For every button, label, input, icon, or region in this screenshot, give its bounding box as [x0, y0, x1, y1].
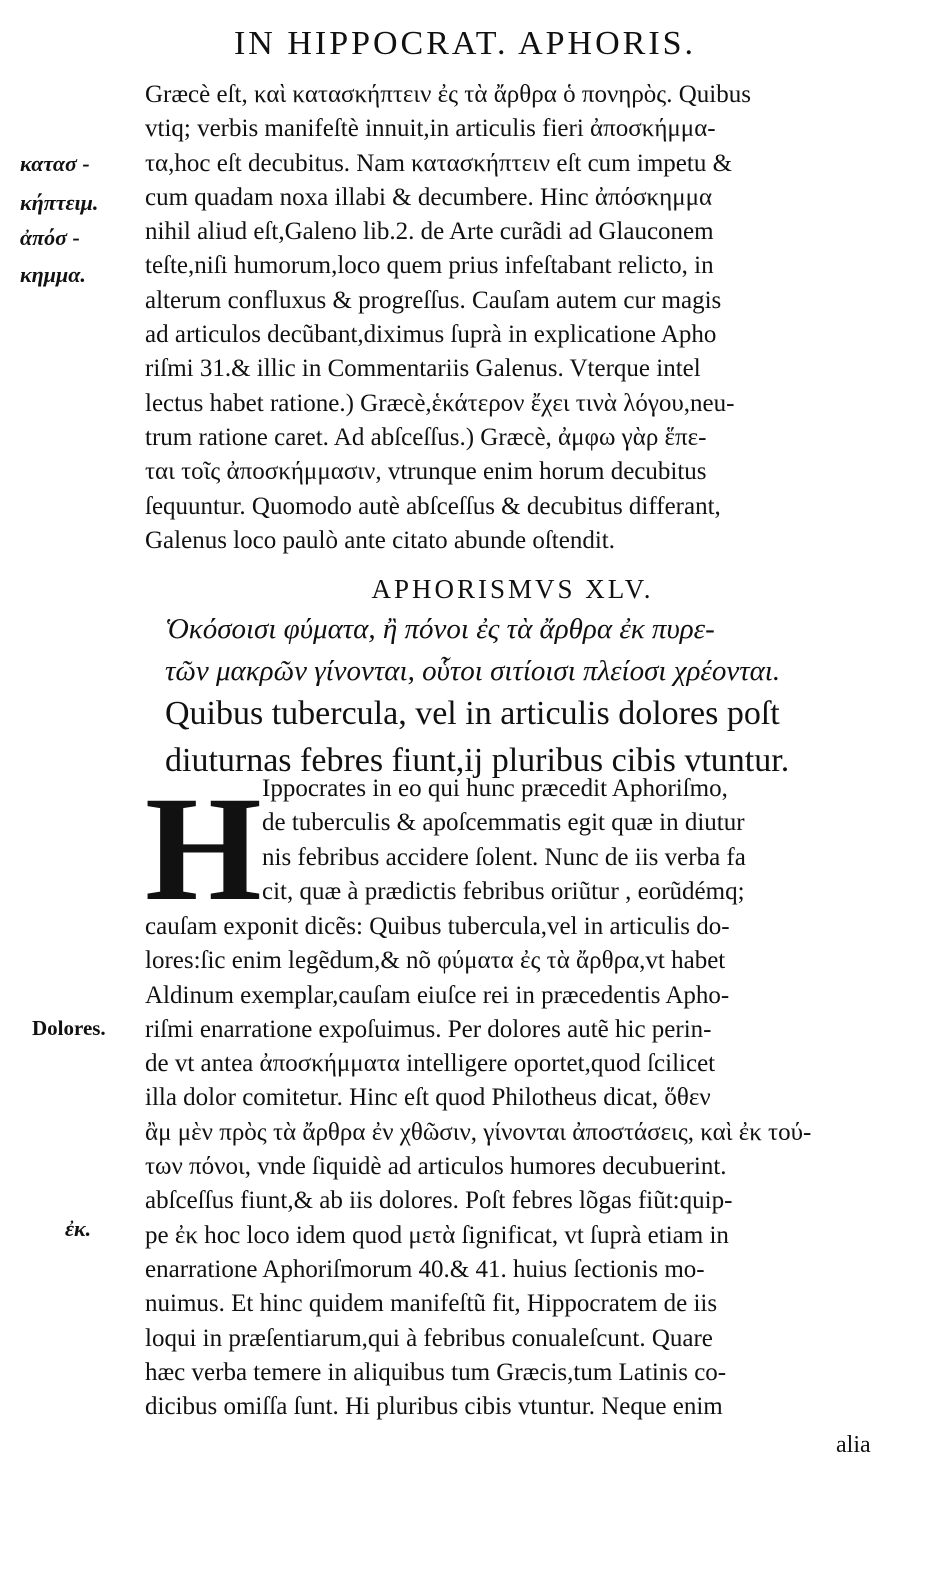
text-line: ται τοῖς ἀποσκήμμασιν, vtrunque enim horum decubitus — [145, 458, 707, 486]
text-line: Græcè eſt, καὶ κατασκήπτειν ἐς τὰ ἄρθρα ὁ πονηρὸς. Quibus — [145, 81, 751, 108]
text-line: nis febribus accidere ſolent. Nunc de iis verba fa — [262, 843, 746, 871]
text-line: teſte,niſi humorum,loco quem prius infeſtabant relicto, in — [145, 252, 714, 280]
margin-note-aposkemma-1: ἀπόσ - — [20, 225, 80, 250]
running-head: IN HIPPOCRAT. APHORIS. — [233, 25, 697, 62]
text-line: ἂμ μὲν πρὸς τὰ ἄρθρα ἐν χθῶσιν, γίνονται ἀποστάσεις, καὶ ἐκ τού- — [145, 1118, 812, 1146]
margin-note-dolores: Dolores. — [32, 1016, 106, 1040]
commentary-block-2 — [145, 910, 880, 1424]
text-line: ad articulos decũbant,diximus ſuprà in explicatione Apho — [145, 321, 717, 349]
latin-lemma-line: Quibus tubercula, vel in articulis dolores poſt — [165, 695, 780, 732]
text-line: riſmi 31.& illic in Commentariis Galenus. Vterque intel — [145, 355, 701, 383]
aphorism-title: APHORISMVS XLV. — [371, 574, 654, 604]
latin-lemma — [165, 690, 885, 784]
text-line: τα,hoc eſt decubitus. Nam κατασκήπτειν eſt cum impetu & — [145, 149, 733, 177]
text-line: riſmi enarratione expoſuimus. Per dolores autẽ hic perin- — [145, 1015, 712, 1043]
text-line: hæc verba temere in aliquibus tum Græcis,tum Latinis co- — [145, 1358, 727, 1386]
commentary-block-1 — [145, 78, 880, 558]
text-line: loqui in præſentiarum,qui à febribus conualeſcunt. Quare — [145, 1324, 713, 1352]
text-line: illa dolor comitetur. Hinc eſt quod Philotheus dicat, ὅθεν — [145, 1084, 711, 1112]
text-line: de tuberculis & apoſcemmatis egit quæ in diutur — [262, 809, 745, 837]
text-line: trum ratione caret. Ad abſceſſus.) Græcè, ἀμφω γὰρ ἕπε- — [145, 423, 707, 451]
text-line: nihil aliud eſt,Galeno lib.2. de Arte curãdi ad Glauconem — [145, 218, 714, 246]
greek-lemma-line: τῶν μακρῶν γίνονται, οὗτοι σιτίοισι πλείοσι χρέονται. — [165, 655, 781, 687]
text-line: Aldinum exemplar,cauſam eiuſce rei in præcedentis Apho- — [145, 981, 730, 1009]
margin-note-aposkemma-2: κημμα. — [20, 262, 86, 287]
margin-note-kataskeptein-2: κήπτειμ. — [20, 190, 99, 215]
text-line: enarratione Aphoriſmorum 40.& 41. huius ſectionis mo- — [145, 1255, 705, 1283]
catchword: alia — [836, 1432, 871, 1458]
text-line: ſequuntur. Quomodo autè abſceſſus & decubitus differant, — [145, 492, 721, 520]
margin-note-kataskeptein-1: κατασ - — [20, 151, 90, 176]
text-line: pe ἐκ hoc loco idem quod μετὰ ſignificat, vt ſuprà etiam in — [145, 1221, 729, 1249]
drop-cap: H — [145, 766, 262, 932]
text-line: alterum confluxus & progreſſus. Cauſam autem cur magis — [145, 286, 722, 314]
text-line: abſceſſus fiunt,& ab iis dolores. Poſt febres lõgas fiũt:quip- — [145, 1187, 733, 1215]
margin-note-ek: ἐκ. — [65, 1216, 92, 1241]
text-line: Galenus loco paulò ante citato abunde oſtendit. — [145, 526, 615, 554]
text-line: de vt antea ἀποσκήμματα intelligere oportet,quod ſcilicet — [145, 1050, 716, 1078]
text-line: vtiq; verbis manifeſtè innuit,in articulis fieri ἀποσκήμμα- — [145, 115, 716, 143]
text-line: lectus habet ratione.) Græcè,ἑκάτερον ἔχει τινὰ λόγου,neu- — [145, 389, 735, 417]
text-line: cit, quæ à prædictis febribus oriũtur , eorũdémq; — [262, 877, 745, 905]
text-line: cum quadam noxa illabi & decumbere. Hinc ἀπόσκημμα — [145, 183, 713, 211]
text-line: Ippocrates in eo qui hunc præcedit Aphoriſmo, — [262, 775, 728, 802]
dropcap-indented-lines — [262, 772, 882, 909]
text-line: των πόνοι, vnde ſiquidè ad articulos humores decubuerint. — [145, 1153, 727, 1181]
greek-lemma-line: Ὁκόσοισι φύματα, ἢ πόνοι ἐς τὰ ἄρθρα ἐκ πυρε- — [165, 613, 715, 645]
greek-lemma — [165, 608, 885, 692]
latin-lemma-line: diuturnas febres fiunt,ij pluribus cibis vtuntur. — [165, 742, 790, 779]
text-line: dicibus omiſſa ſunt. Hi pluribus cibis vtuntur. Neque enim — [145, 1393, 723, 1421]
text-line: nuimus. Et hinc quidem manifeſtũ fit, Hippocratem de iis — [145, 1290, 718, 1318]
text-line: cauſam exponit dicẽs: Quibus tubercula,vel in articulis do- — [145, 913, 730, 940]
text-line: lores:ſic enim legẽdum,& nõ φύματα ἐς τὰ ἄρθρα,vt habet — [145, 947, 726, 975]
